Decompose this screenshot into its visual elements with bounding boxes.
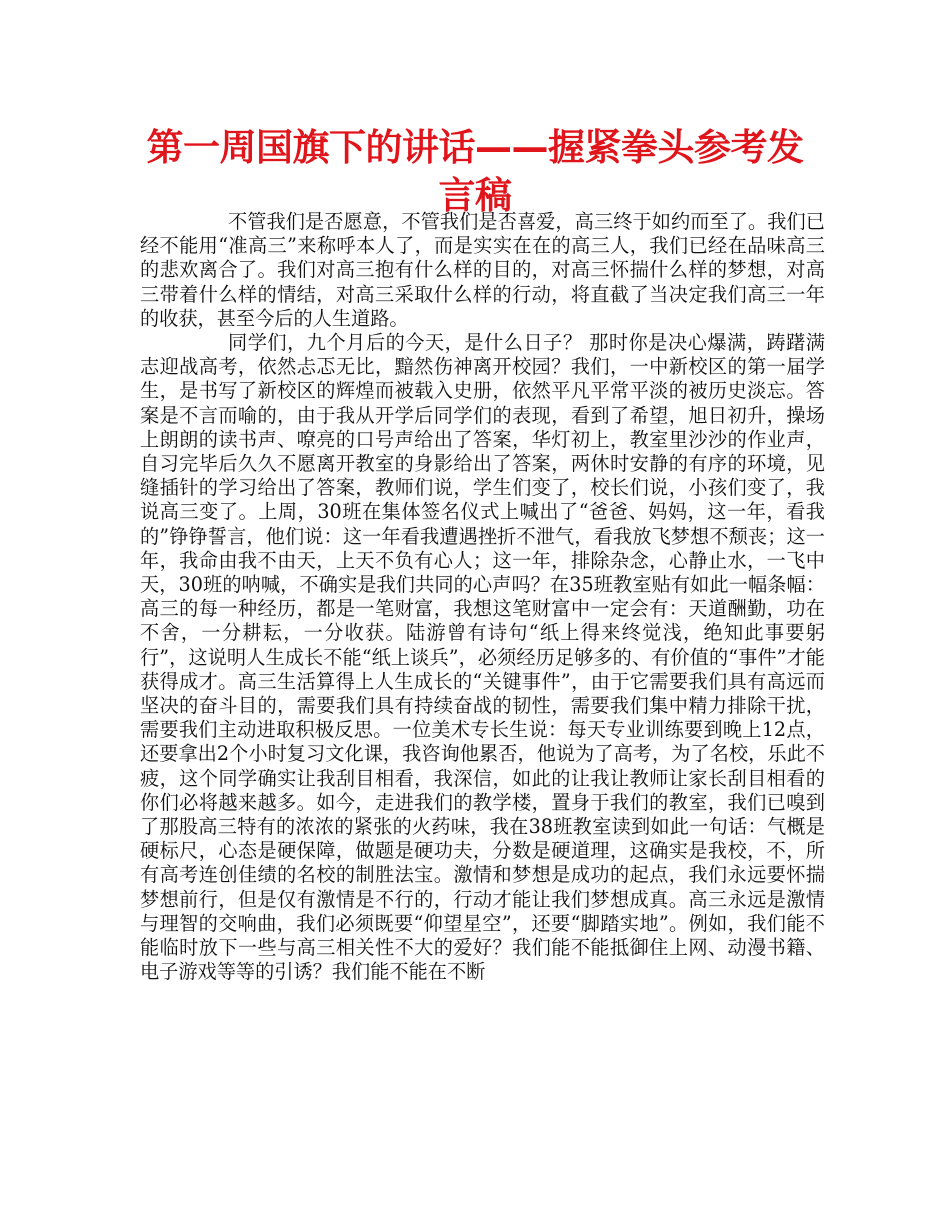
paragraph: 不管我们是否愿意，不管我们是否喜爱，高三终于如约而至了。我们已经不能用“准高三”来称呼本人了，而是实实在在的高三人，我们已经在品味高三的悲欢离合了。我们对高三抱有什么样的目的，对高三怀揣什么样的梦想，对高三带着什么样的情结，对高三采取什么样的行动，将直截了当决定我们高三一年的收获，甚至今后的人生道路。 (140, 210, 825, 330)
paragraph: 同学们，九个月后的今天，是什么日子？ 那时你是决心爆满，踌躇满志迎战高考，依然忐忑无比，黯然伤神离开校园？我们，一中新校区的第一届学生，是书写了新校区的辉煌而被载入史册，依然平凡平常平淡的被历史淡忘。答案是不言而喻的，由于我从开学后同学们的表现，看到了希望，旭日初升，操场上朗朗的读书声、嘹亮的口号声给出了答案，华灯初上，教室里沙沙的作业声，自习完毕后久久不愿离开教室的身影给出了答案，两休时安静的有序的环境，见缝插针的学习给出了答案，教师们说，学生们变了，校长们说，小孩们变了，我说高三变了。上周，30班在集体签名仪式上喊出了“爸爸、妈妈，这一年，看我的”铮铮誓言，他们说：这一年看我遭遇挫折不泄气，看我放飞梦想不颓丧；这一年，我命由我不由天，上天不负有心人；这一年，排除杂念，心静止水，一飞中天，30班的呐喊，不确实是我们共同的心声吗？在35班教室贴有如此一幅条幅：高三的每一种经历，都是一笔财富，我想这笔财富中一定会有：天道酬勤，功在不舍，一分耕耘，一分收获。陆游曾有诗句“纸上得来终觉浅，绝知此事要躬行”，这说明人生成长不能“纸上谈兵”，必须经历足够多的、有价值的“事件”才能获得成才。高三生活算得上人生成长的“关键事件”，由于它需要我们具有高远而坚决的奋斗目的，需要我们具有持续奋战的韧性，需要我们集中精力排除干扰，需要我们主动进取积极反思。一位美术专长生说：每天专业训练要到晚上12点，还要拿出2个小时复习文化课，我咨询他累否，他说为了高考，为了名校，乐此不疲，这个同学确实让我刮目相看，我深信，如此的让我让教师让家长刮目相看的你们必将越来越多。如今，走进我们的教学楼，置身于我们的教室，我们已嗅到了那股高三特有的浓浓的紧张的火药味，我在38班教室读到如此一句话：气概是硬标尺，心态是硬保障，做题是硬功夫，分数是硬道理，这确实是我校，不，所有高考连创佳绩的名校的制胜法宝。激情和梦想是成功的起点，我们永远要怀揣梦想前行，但是仅有激情是不行的，行动才能让我们梦想成真。高三永远是激情与理智的交响曲，我们必须既要“仰望星空”，还要“脚踏实地”。例如，我们能不能临时放下一些与高三相关性不大的爱好？我们能不能抵御住上网、动漫书籍、电子游戏等等的引诱？我们能不能在不断 (140, 331, 825, 984)
document-body (140, 210, 825, 985)
document-title: 第一周国旗下的讲话——握紧拳头参考发言稿 (146, 126, 804, 217)
